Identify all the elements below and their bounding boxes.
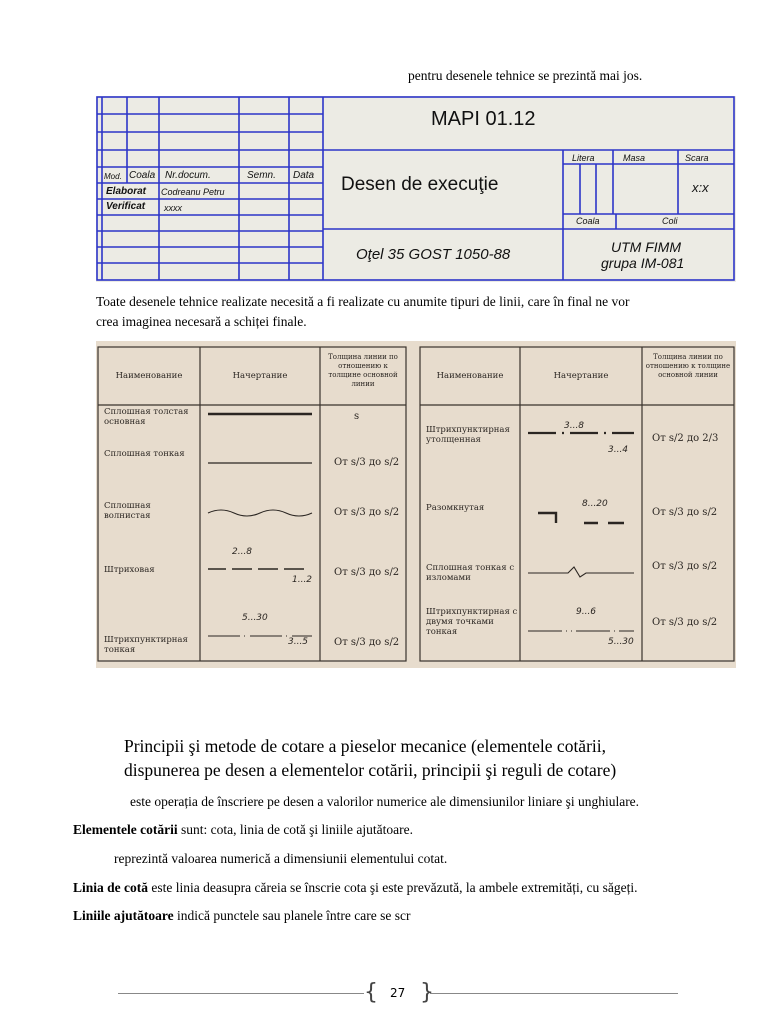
extension-lines-description: indică punctele sau planele între care se scr	[173, 908, 411, 923]
line-name: Штрихпунктирная с двумя точками тонкая	[426, 607, 518, 637]
text-line-operation: este operația de înscriere pe desen a valorilor numerice ale dimensiunilor liniare şi unghiulare.	[130, 794, 640, 809]
paragraph-line-2: crea imaginea necesară a schiței finale.	[96, 314, 307, 329]
header-mod: Mod.	[104, 172, 122, 181]
line-thickness: От s/3 до s/2	[652, 617, 718, 628]
intro-text: pentru desenele tehnice se prezintă mai jos.	[408, 68, 643, 83]
line-thickness: От s/3 до s/2	[334, 567, 400, 578]
line-types-table	[96, 341, 736, 668]
organization-line1: UTM FIMM	[611, 239, 681, 255]
left-header-thick: Толщина линии по отношению к толщине основной линии	[328, 353, 398, 388]
line-name: Штрихпунктирная утолщенная	[426, 425, 510, 445]
line-name: Сплошная волнистая	[104, 501, 151, 521]
text-line-extension-lines	[73, 908, 411, 924]
header-coala-sheet: Coala	[576, 216, 600, 226]
drawing-title: Desen de execuţie	[341, 174, 499, 195]
line-name: Разомкнутая	[426, 503, 485, 513]
text-line-value: reprezintă valoarea numerică a dimensiunii elementului cotat.	[114, 851, 448, 866]
header-nr-docum: Nr.docum.	[165, 170, 211, 181]
dimension-label: 1...2	[292, 575, 313, 585]
term-elementele-cotarii: Elementele cotării	[73, 822, 178, 837]
right-header-thick: Толщина линии по отношению к толщине основной линии	[645, 353, 731, 379]
line-name: Штриховая	[104, 565, 155, 575]
line-thickness: От s/3 до s/2	[334, 507, 400, 518]
header-semn: Semn.	[247, 170, 276, 181]
term-linia-de-cota: Linia de cotă	[73, 880, 149, 895]
paragraph-line-1: Toate desenele tehnice realizate necesită a fi realizate cu anumite tipuri de linii, care în final ne vor	[96, 294, 630, 309]
title-block	[96, 96, 736, 282]
header-scara: Scara	[685, 153, 709, 163]
organization-line2: grupa IM-081	[601, 255, 685, 271]
header-coala: Coala	[129, 170, 156, 181]
dimension-label: 2...8	[232, 547, 253, 557]
elaborat-label: Elaborat	[106, 186, 147, 197]
page-number-box	[364, 980, 434, 1005]
elements-description: sunt: cota, linia de cotă şi liniile ajutătoare.	[177, 822, 414, 837]
section-heading	[124, 734, 744, 782]
elaborat-name: Codreanu Petru	[161, 187, 225, 197]
header-data: Data	[293, 170, 315, 181]
right-header-draw: Начертание	[553, 371, 609, 381]
dimension-label: 9...6	[576, 607, 597, 617]
line-name: Сплошная толстая основная	[104, 407, 189, 427]
header-coli: Coli	[662, 216, 678, 226]
dimension-label: 5...30	[608, 637, 634, 647]
line-name: Штрихпунктирная тонкая	[104, 635, 188, 655]
material-spec: Oţel 35 GOST 1050-88	[356, 246, 511, 263]
right-header-name: Наименование	[436, 371, 504, 381]
dimension-label: 3...4	[608, 445, 629, 455]
text-line-elements	[73, 822, 413, 838]
line-name: Сплошная тонкая с изломами	[426, 563, 515, 583]
line-thickness: От s/3 до s/2	[334, 457, 400, 468]
left-brace-icon: {	[364, 980, 378, 1005]
dimension-label: 3...8	[564, 421, 585, 431]
page-number: 27	[390, 986, 406, 1000]
scale-value: x:x	[692, 180, 709, 195]
left-header-draw: Начертание	[232, 371, 288, 381]
section-heading-line-2: dispunerea pe desen a elementelor cotării, principii şi reguli de cotare)	[124, 760, 617, 780]
header-masa: Masa	[623, 153, 646, 163]
line-thickness: От s/3 до s/2	[652, 507, 718, 518]
section-heading-line-1: Principii şi metode de cotare a pieselor mecanice (elementele cotării,	[124, 736, 607, 756]
line-thickness: От s/3 до s/2	[334, 637, 400, 648]
header-litera: Litera	[572, 153, 595, 163]
dimension-label: 8...20	[582, 499, 608, 509]
line-name: Сплошная тонкая	[104, 449, 185, 459]
right-brace-icon: }	[420, 980, 434, 1005]
left-header-name: Наименование	[115, 371, 183, 381]
line-thickness: s	[354, 411, 360, 422]
term-liniile-ajutatoare: Liniile ajutătoare	[73, 908, 174, 923]
dimension-line-description: este linia deasupra căreia se înscrie cota şi este prevăzută, la ambele extremități, cu săgeți.	[148, 880, 638, 895]
dimension-label: 3...5	[288, 637, 309, 647]
verificat-name: xxxx	[164, 203, 182, 213]
dimension-label: 5...30	[242, 613, 268, 623]
line-thickness: От s/3 до s/2	[652, 561, 718, 572]
verificat-label: Verificat	[106, 201, 146, 212]
text-line-dimension-line	[73, 880, 638, 896]
drawing-code: MAPI 01.12	[431, 108, 536, 130]
line-thickness: От s/2 до 2/3	[652, 433, 719, 444]
